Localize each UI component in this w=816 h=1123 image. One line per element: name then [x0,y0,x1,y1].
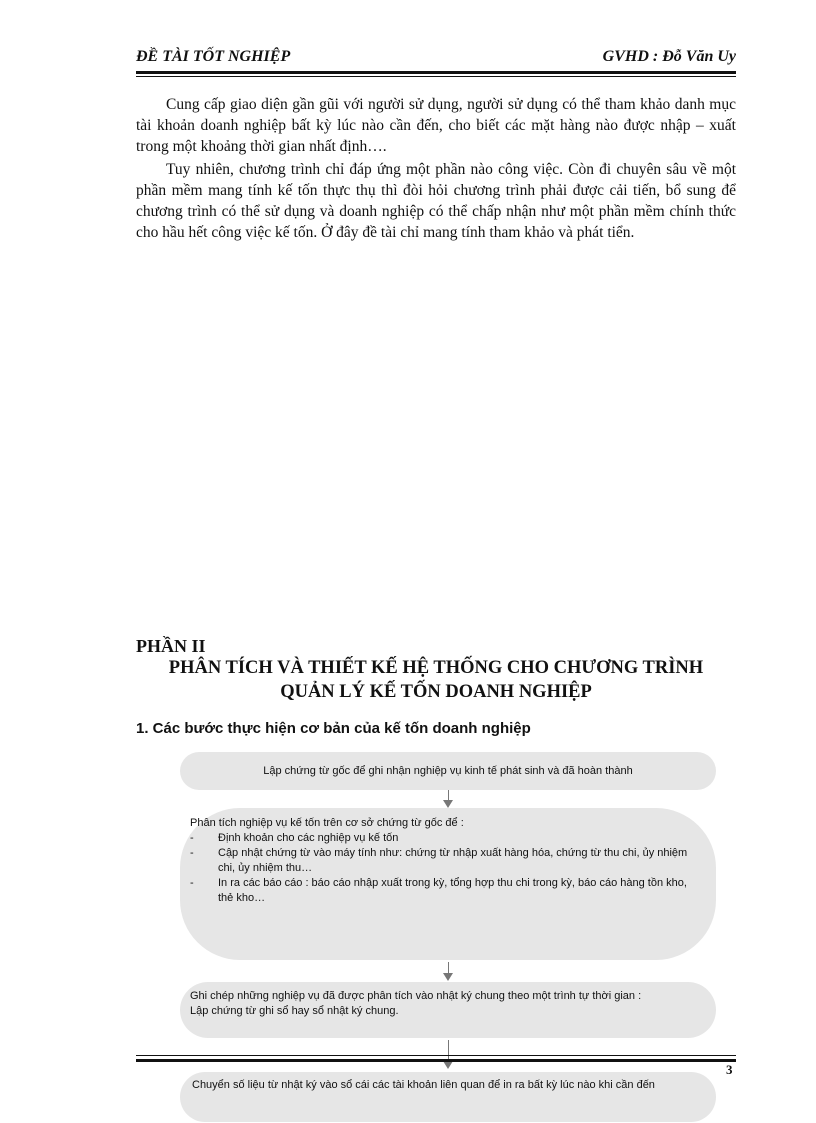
list-item: - In ra các báo cáo : báo cáo nhập xuất trong kỳ, tổng hợp thu chi trong kỳ, báo cáo hàng tồn kho, thẻ kho… [190,877,687,904]
flow-step-4 [180,1072,716,1122]
header-thesis-title: ĐỀ TÀI TỐT NGHIỆP [136,48,291,65]
part-label: PHẦN II [136,636,206,656]
flow-arrow-down-icon [443,973,453,981]
header-rule-thin [136,76,736,77]
footer-rule-thick [136,1059,736,1062]
flow-step-4-text: Chuyển số liệu từ nhật ký vào sổ cái các tài khoản liên quan để in ra bất kỳ lúc nào khi cần đến [192,1079,655,1091]
flow-step-2-intro: Phân tích nghiệp vụ kế tốn trên cơ sở chứng từ gốc để : [190,817,464,829]
header-rule-thick [136,71,736,74]
flow-step-3 [180,982,716,1038]
part-title [136,656,736,704]
flow-step-3-line: Lập chứng từ ghi sổ hay sổ nhật ký chung. [190,1005,399,1017]
section-heading: 1. Các bước thực hiện cơ bản của kế tốn doanh nghiệp [136,720,531,737]
header-advisor: GVHD : Đỗ Văn Uy [602,48,736,65]
footer-rule-thin [136,1055,736,1056]
flow-arrow-down-icon [443,1061,453,1069]
paragraph: Cung cấp giao diện gần gũi với người sử dụng, người sử dụng có thể tham khảo danh mục tài khoản doanh nghiệp bất kỳ lúc nào cần đến, cho biết các mặt hàng nào được nhập – xuất trong một khoảng thời gian nhất định…. [136,96,736,155]
flow-step-2 [180,808,716,960]
flow-step-1 [180,752,716,790]
part-title-line: PHÂN TÍCH VÀ THIẾT KẾ HỆ THỐNG CHO CHƯƠNG TRÌNH [168,658,704,678]
list-item: - Định khoản cho các nghiệp vụ kế tốn [190,832,399,844]
flow-step-1-text: Lập chứng từ gốc để ghi nhận nghiệp vụ kinh tế phát sinh và đã hoàn thành [263,764,633,777]
list-item: - Cập nhật chứng từ vào máy tính như: chứng từ nhập xuất hàng hóa, chứng từ thu chi, ủy nhiệm chi, ủy nhiệm thu… [190,847,688,874]
flow-arrow-down-icon [443,800,453,808]
part-title-line: QUẢN LÝ KẾ TỐN DOANH NGHIỆP [280,682,592,702]
body-text [136,94,736,245]
flow-step-3-line: Ghi chép những nghiệp vụ đã được phân tích vào nhật ký chung theo một trình tự thời gian : [190,990,642,1002]
flow-step-2-list [190,831,700,906]
page-number: 3 [726,1062,733,1077]
page-header [136,48,736,70]
paragraph: Tuy nhiên, chương trình chỉ đáp ứng một phần nào công việc. Còn đi chuyên sâu về một phần mềm mang tính kế tốn thực thụ thì đòi hỏi chương trình phải được cải tiến, bổ sung để chương trình có thể sử dụng và doanh nghiệp có thể chấp nhận như một phần mềm chính thức cho hầu hết công việc kế tốn. Ở đây đề tài chỉ mang tính tham khảo và phát tiển. [136,161,736,241]
